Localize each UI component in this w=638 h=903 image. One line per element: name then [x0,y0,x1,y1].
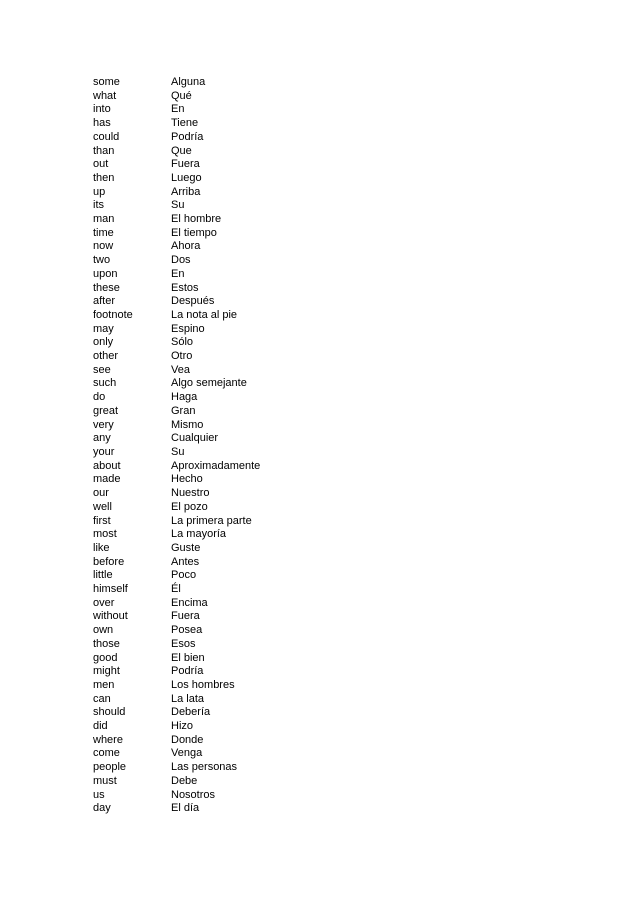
word-pair-row [93,679,351,693]
word-pair-row [93,501,351,515]
word-pair-row [93,624,351,638]
word-pair-row [93,515,351,529]
spanish-translation: Vea [171,363,190,376]
spanish-translation: Dos [171,254,191,267]
word-pair-row [93,597,351,611]
english-word: us [93,788,105,801]
spanish-translation: Podría [171,130,204,143]
spanish-translation: Mismo [171,418,204,431]
spanish-translation: Tiene [171,117,199,130]
spanish-translation: Algo semejante [171,377,247,390]
english-word: well [93,500,112,513]
english-word: people [93,761,127,774]
word-pair-row [93,720,351,734]
spanish-translation: Espino [171,322,205,335]
english-word: must [93,774,117,787]
english-word: like [93,541,110,554]
english-word: first [93,514,111,527]
spanish-translation: Poco [171,569,197,582]
spanish-translation: Arriba [171,185,201,198]
english-word: then [93,171,115,184]
spanish-translation: Nosotros [171,788,216,801]
english-word: its [93,199,104,212]
word-pair-row [93,117,351,131]
word-pair-row [93,364,351,378]
english-word: what [93,89,117,102]
english-word: himself [93,583,128,596]
word-pair-row [93,556,351,570]
english-word: most [93,528,117,541]
english-word: day [93,802,111,815]
word-pair-row [93,542,351,556]
english-word: about [93,459,121,472]
word-pair-row [93,734,351,748]
word-pair-row [93,665,351,679]
spanish-translation: Debería [171,706,211,719]
english-word: did [93,720,108,733]
spanish-translation: El tiempo [171,226,217,239]
word-pair-row [93,487,351,501]
spanish-translation: Sólo [171,336,194,349]
word-pair-row [93,295,351,309]
english-word: should [93,706,126,719]
spanish-translation: Esos [171,637,196,650]
spanish-translation: Ahora [171,240,201,253]
spanish-translation: La mayoría [171,528,227,541]
spanish-translation: Alguna [171,76,206,88]
english-word: out [93,158,109,171]
spanish-translation: Aproximadamente [171,459,261,472]
english-word: great [93,404,119,417]
english-word: see [93,363,111,376]
english-word: these [93,281,120,294]
spanish-translation: Haga [171,391,198,404]
word-pair-row [93,747,351,761]
spanish-translation: Posea [171,624,203,637]
english-word: where [93,733,123,746]
word-pair-row [93,240,351,254]
spanish-translation: Encima [171,596,208,609]
word-pair-row [93,186,351,200]
word-pair-row [93,90,351,104]
spanish-translation: En [171,267,185,280]
english-word: up [93,185,106,198]
word-pair-row [93,336,351,350]
english-word: other [93,350,119,363]
spanish-translation: La primera parte [171,514,252,527]
spanish-translation: Venga [171,747,203,760]
english-word: our [93,487,109,500]
word-pair-row [93,789,351,803]
spanish-translation: Otro [171,350,193,363]
spanish-translation: Podría [171,665,204,678]
spanish-translation: Estos [171,281,199,294]
word-pair-row [93,405,351,419]
word-pair-row [93,76,351,90]
spanish-translation: Luego [171,171,202,184]
word-pair-row [93,569,351,583]
spanish-translation: Que [171,144,192,157]
english-word: without [93,610,128,623]
english-word: own [93,624,114,637]
spanish-translation: El día [171,802,200,815]
word-pair-row [93,419,351,433]
english-word: man [93,213,115,226]
english-word: any [93,432,111,445]
word-pair-row [93,103,351,117]
word-pair-row [93,172,351,186]
english-word: men [93,678,115,691]
word-pair-row [93,652,351,666]
word-pair-row [93,254,351,268]
spanish-translation: Hecho [171,473,203,486]
spanish-translation: El hombre [171,213,222,226]
spanish-translation: Guste [171,541,201,554]
spanish-translation: Gran [171,404,196,417]
word-pair-row [93,706,351,720]
english-word: come [93,747,120,760]
english-word: made [93,473,121,486]
word-pair-row [93,323,351,337]
english-word: two [93,254,111,267]
spanish-translation: La nota al pie [171,308,238,321]
word-pair-row [93,761,351,775]
spanish-translation: Su [171,445,185,458]
english-word: very [93,418,114,431]
word-pair-row [93,227,351,241]
word-pair-row [93,528,351,542]
word-pair-row [93,583,351,597]
spanish-translation: Después [171,295,215,308]
english-word: good [93,651,118,664]
word-pair-row [93,145,351,159]
english-word: could [93,130,120,143]
word-pair-row [93,131,351,145]
english-word: now [93,240,114,253]
spanish-translation: Él [171,583,181,596]
english-word: little [93,569,113,582]
english-word: can [93,692,111,705]
word-pair-row [93,460,351,474]
word-pair-row [93,802,351,816]
spanish-translation: Qué [171,89,192,102]
spanish-translation: Su [171,199,185,212]
word-pair-row [93,391,351,405]
english-word: over [93,596,115,609]
spanish-translation: Fuera [171,158,200,171]
spanish-translation: Los hombres [171,678,235,691]
spanish-translation: En [171,103,185,116]
english-word: after [93,295,116,308]
word-pair-row [93,282,351,296]
english-word: such [93,377,117,390]
word-pair-row [93,377,351,391]
word-pair-row [93,446,351,460]
spanish-translation: Hizo [171,720,194,733]
spanish-translation: Nuestro [171,487,210,500]
word-pair-row [93,199,351,213]
english-word: only [93,336,114,349]
spanish-translation: Donde [171,733,204,746]
english-word: has [93,117,111,130]
english-word: might [93,665,120,678]
spanish-translation: El pozo [171,500,208,513]
spanish-translation: Antes [171,555,200,568]
word-pair-row [93,432,351,446]
spanish-translation: El bien [171,651,205,664]
spanish-translation: La lata [171,692,205,705]
word-pair-row [93,350,351,364]
english-word: may [93,322,114,335]
spanish-translation: Fuera [171,610,200,623]
word-pair-rows [93,76,351,816]
english-word: your [93,445,115,458]
word-pair-table [93,76,351,816]
word-pair-row [93,158,351,172]
word-pair-row [93,638,351,652]
word-pair-row [93,693,351,707]
english-word: upon [93,267,118,280]
word-pair-row [93,473,351,487]
word-pair-row [93,268,351,282]
english-word: before [93,555,125,568]
spanish-translation: Cualquier [171,432,219,445]
english-word: footnote [93,308,133,321]
english-word: some [93,76,120,88]
english-word: those [93,637,120,650]
word-pair-row [93,213,351,227]
english-word: time [93,226,114,239]
word-pair-row [93,775,351,789]
english-word: into [93,103,111,116]
english-word: than [93,144,115,157]
spanish-translation: Las personas [171,761,238,774]
spanish-translation: Debe [171,774,198,787]
word-pair-row [93,309,351,323]
english-word: do [93,391,106,404]
word-pair-row [93,610,351,624]
